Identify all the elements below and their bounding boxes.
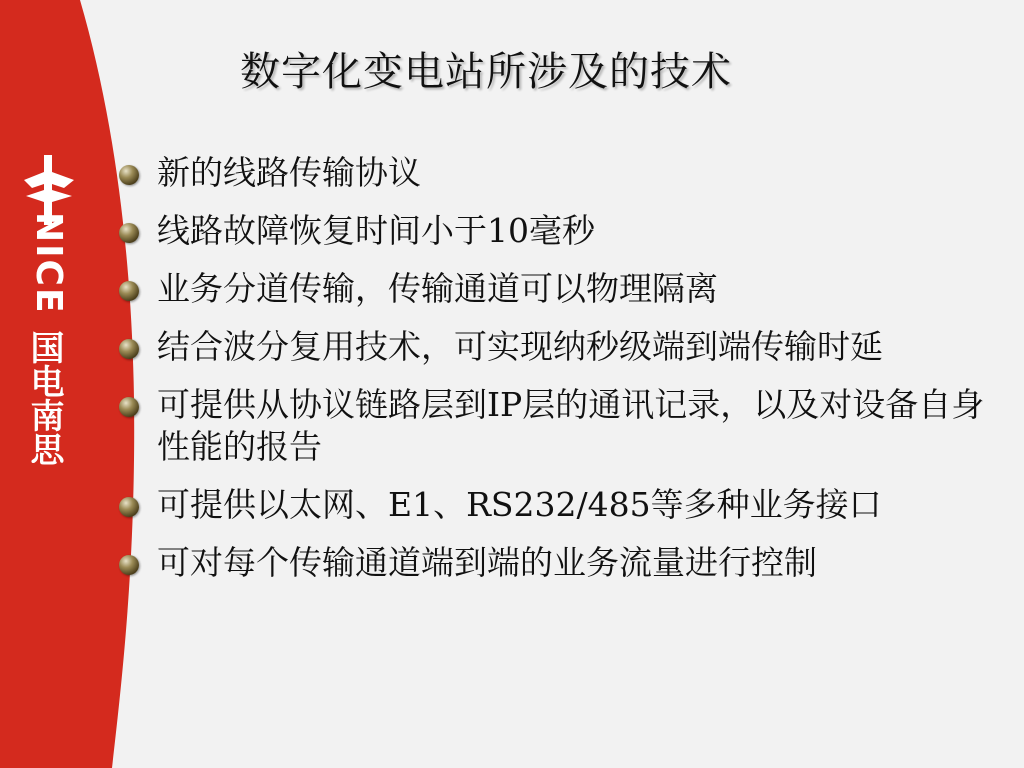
bullet-item — [115, 152, 995, 194]
logo-brand-text: NICE — [28, 212, 69, 315]
bullet-text: 新的线路传输协议 — [157, 153, 421, 192]
bullet-item — [115, 268, 995, 310]
bullet-icon — [119, 497, 139, 517]
bullet-item — [115, 384, 995, 468]
bullet-text: 结合波分复用技术，可实现纳秒级端到端传输时延 — [157, 327, 883, 366]
bullet-icon — [119, 555, 139, 575]
bullet-item — [115, 542, 995, 584]
bullet-text: 可对每个传输通道端到端的业务流量进行控制 — [157, 543, 817, 582]
bullet-item — [115, 326, 995, 368]
bullet-icon — [119, 165, 139, 185]
bullet-text: 可提供从协议链路层到IP层的通讯记录，以及对设备自身性能的报告 — [157, 385, 985, 466]
slide-title: 数字化变电站所涉及的技术 — [240, 49, 732, 95]
bullet-icon — [119, 223, 139, 243]
bullet-icon — [119, 281, 139, 301]
bullet-icon — [119, 339, 139, 359]
bullet-icon — [119, 397, 139, 417]
bullet-text: 可提供以太网、E1、RS232/485等多种业务接口 — [157, 485, 882, 524]
bullet-item — [115, 484, 995, 526]
logo-brand-cn: 国电南思 — [24, 330, 64, 466]
bullet-item — [115, 210, 995, 252]
bullet-list — [115, 152, 995, 600]
bullet-text: 线路故障恢复时间小于10毫秒 — [157, 211, 595, 250]
bullet-text: 业务分道传输，传输通道可以物理隔离 — [157, 269, 718, 308]
